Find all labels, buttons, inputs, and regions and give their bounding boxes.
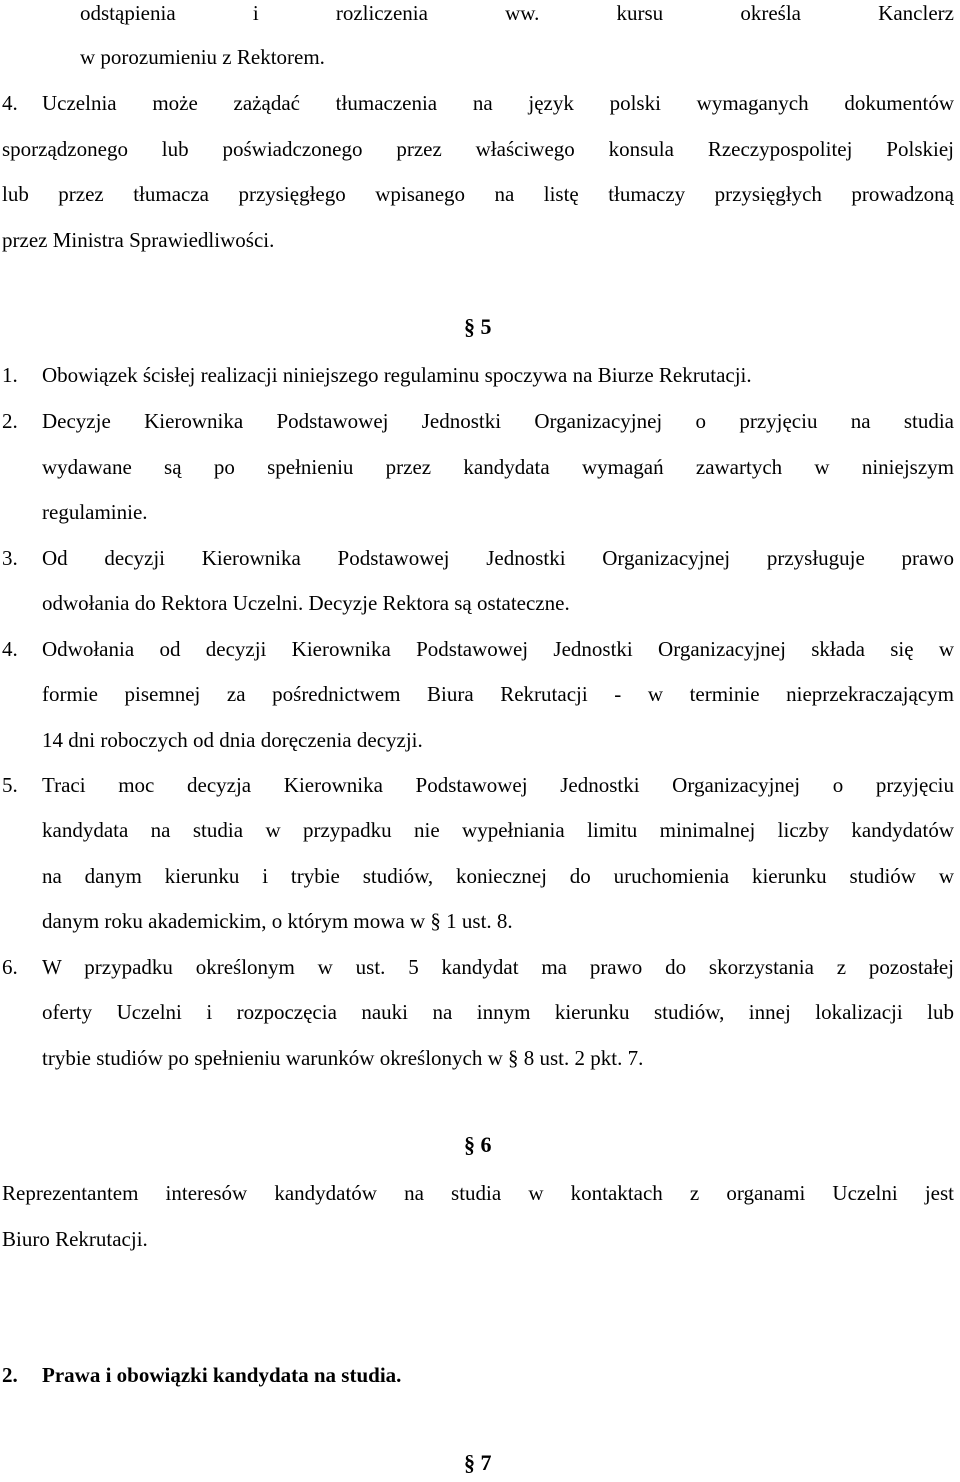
word: Kanclerz xyxy=(878,1,954,25)
text-line: Biuro Rekrutacji. xyxy=(2,1227,148,1251)
section-heading: § 7 xyxy=(464,1450,492,1475)
text-line: Obowiązek ścisłej realizacji niniejszego regulaminu spoczywa na Biurze Rekrutacji. xyxy=(42,363,752,387)
word: i xyxy=(252,1,259,25)
text-line: Uczelnia może zażądać tłumaczenia na język polski wymaganych dokumentów xyxy=(42,91,954,115)
text-line: wydawane są po spełnieniu przez kandydata wymagań zawartych w niniejszym xyxy=(42,455,954,479)
text-line: lub przez tłumacza przysięgłego wpisanego na listę tłumaczy przysięgłych prowadzoną xyxy=(2,182,954,206)
text-line: formie pisemnej za pośrednictwem Biura Rekrutacji - w terminie nieprzekraczającym xyxy=(42,682,954,706)
word: odstąpienia xyxy=(80,1,176,25)
word: określa xyxy=(740,1,801,25)
text-line: Reprezentantem interesów kandydatów na studia w kontaktach z organami Uczelni jest xyxy=(2,1181,954,1205)
text-line: 14 dni roboczych od dnia doręczenia decyzji. xyxy=(42,728,423,752)
text-line: w porozumieniu z Rektorem. xyxy=(80,45,325,69)
chapter-title: Prawa i obowiązki kandydata na studia. xyxy=(42,1363,402,1387)
chapter-number: 2. xyxy=(2,1363,18,1387)
text-line: kandydata na studia w przypadku nie wypełniania limitu minimalnej liczby kandydatów xyxy=(42,818,954,842)
text-line: sporządzonego lub poświadczonego przez właściwego konsula Rzeczypospolitej Polskiej xyxy=(2,137,954,161)
word: kursu xyxy=(616,1,664,25)
item-number: 4. xyxy=(2,91,18,115)
text-line: W przypadku określonym w ust. 5 kandydat ma prawo do skorzystania z pozostałej xyxy=(42,955,954,979)
word: rozliczenia xyxy=(335,1,428,25)
word: ww. xyxy=(505,1,540,25)
text-line: na danym kierunku i trybie studiów, koniecznej do uruchomienia kierunku studiów w xyxy=(42,864,954,888)
text-line: Traci moc decyzja Kierownika Podstawowej Jednostki Organizacyjnej o przyjęciu xyxy=(42,773,954,797)
item-number: 3. xyxy=(2,546,18,570)
item-number: 2. xyxy=(2,409,18,433)
text-line: trybie studiów po spełnieniu warunków określonych w § 8 ust. 2 pkt. 7. xyxy=(42,1046,644,1070)
item-number: 4. xyxy=(2,637,18,661)
section-heading: § 5 xyxy=(464,314,492,339)
text-line: oferty Uczelni i rozpoczęcia nauki na innym kierunku studiów, innej lokalizacji lub xyxy=(42,1000,954,1024)
text-line: Odwołania od decyzji Kierownika Podstawowej Jednostki Organizacyjnej składa się w xyxy=(42,637,954,661)
section-heading: § 6 xyxy=(464,1132,492,1157)
text-line: regulaminie. xyxy=(42,500,148,524)
text-line: Od decyzji Kierownika Podstawowej Jednostki Organizacyjnej przysługuje prawo xyxy=(42,546,954,570)
text-line: odwołania do Rektora Uczelni. Decyzje Rektora są ostateczne. xyxy=(42,591,570,615)
item-number: 1. xyxy=(2,363,18,387)
item-number: 5. xyxy=(2,773,18,797)
text-line: przez Ministra Sprawiedliwości. xyxy=(2,228,275,252)
text-line xyxy=(80,0,954,26)
text-line: Decyzje Kierownika Podstawowej Jednostki Organizacyjnej o przyjęciu na studia xyxy=(42,409,954,433)
item-number: 6. xyxy=(2,955,18,979)
text-line: danym roku akademickim, o którym mowa w § 1 ust. 8. xyxy=(42,909,513,933)
